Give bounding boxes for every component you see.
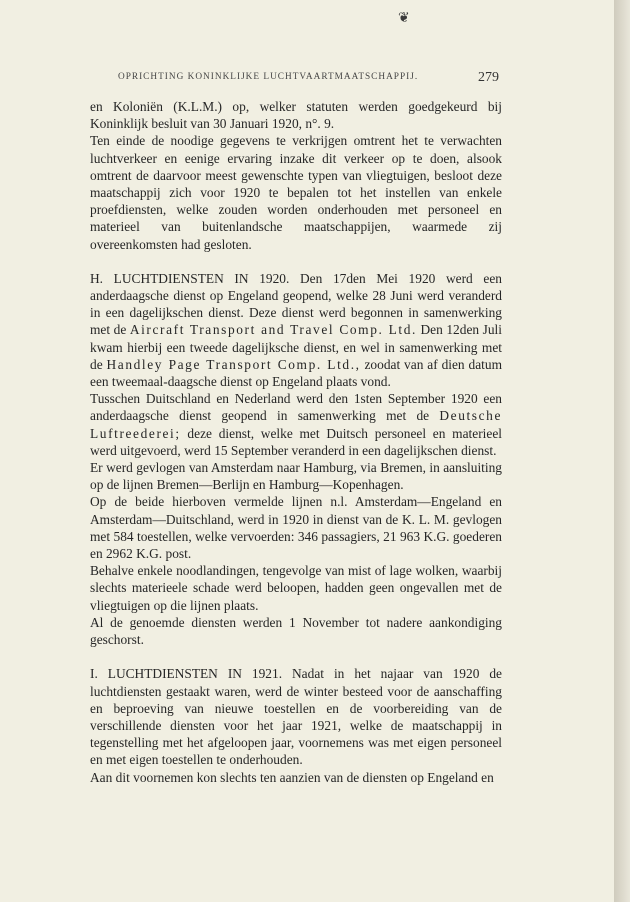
paragraph-text: Op de beide hierboven vermelde lijnen n.l. Amsterdam—Engeland en Amsterdam—Duitschland, werd in 1920 in dienst van de K. L. M. gevlogen met 584 toestellen, welke vervoerden: 346 passagiers, 21 963 K.G. goederen en 2962 K.G. post. bbox=[90, 494, 502, 562]
paragraph-final bbox=[90, 769, 502, 786]
paragraph-continuation bbox=[90, 98, 502, 132]
paragraph-route bbox=[90, 459, 502, 493]
page-number: 279 bbox=[478, 70, 499, 85]
paragraph-germany-service bbox=[90, 390, 502, 459]
paragraph-text: Den 12den Juli kwam hierbij een tweede dagelijksche dienst, en wel in samenwerking met de bbox=[90, 322, 502, 372]
body-text bbox=[90, 98, 502, 786]
paragraph-text: I. LUCHTDIENSTEN IN 1921. Nadat in het najaar van 1920 de luchtdiensten gestaakt waren, werd de winter besteed voor de aanschaffing en beproeving van nieuwe toestellen en de voorbereiding van de verschillende diensten voor het jaar 1921, welke de maatschappij in tegenstelling met het afgeloopen jaar, voornemens was met eigen personeel en met eigen toestellen te onderhouden. bbox=[90, 666, 502, 768]
paragraph-text: Tusschen Duitschland en Nederland werd den 1sten September 1920 een anderdaagsche dienst geopend in samenwerking met de bbox=[90, 391, 502, 424]
company-name-handley-page: Handley Page Transport Comp. Ltd., bbox=[106, 356, 361, 372]
running-header: OPRICHTING KONINKLIJKE LUCHTVAARTMAATSCHAPPIJ. bbox=[118, 72, 419, 82]
paragraph-test-services bbox=[90, 132, 502, 252]
paragraph-text: Aan dit voornemen kon slechts ten aanzien van de diensten op Engeland en bbox=[90, 769, 494, 785]
paragraph-text: Er werd gevlogen van Amsterdam naar Hamburg, via Bremen, in aansluiting op de lijnen Bremen—Berlijn en Hamburg—Kopenhagen. bbox=[90, 460, 502, 493]
company-name-aircraft-transport: Aircraft Transport and Travel Comp. Ltd. bbox=[129, 322, 417, 338]
paragraph-incidents bbox=[90, 562, 502, 614]
section-i-1921 bbox=[90, 665, 502, 768]
paragraph-text: Ten einde de noodige gegevens te verkrijgen omtrent het te verwachten luchtverkeer en eenige ervaring inzake dit verkeer op te doen, alsook omtrent de daarvoor meest gewenschte typen van vliegtuigen, besloot deze maatschappij zich voor 1920 te bepalen tot het instellen van enkele proefdiensten, welke zouden worden onderhouden met personeel en materieel van buitenlandsche maatschappijen, waarmede zij overeenkomsten had gesloten. bbox=[90, 133, 502, 252]
printer-ornament-icon: ❦ bbox=[398, 11, 410, 26]
company-name-deutsche-luftreederei: Deutsche Luftreederei; bbox=[90, 408, 502, 441]
paragraph-text: Al de genoemde diensten werden 1 November tot nadere aankondiging geschorst. bbox=[90, 614, 502, 648]
paragraph-statistics bbox=[90, 493, 502, 562]
paragraph-text: en Koloniën (K.L.M.) op, welker statuten werden goedgekeurd bij Koninklijk besluit van 30 Januari 1920, n°. 9. bbox=[90, 99, 502, 132]
paragraph-text: zoodat van af dien datum een tweemaal-daagsche dienst op Engeland plaats vond. bbox=[90, 356, 502, 390]
paragraph-text: deze dienst, welke met Duitsch personeel en materieel werd uitgevoerd, werd 15 September veranderd in een dagelijkschen dienst. bbox=[90, 425, 502, 458]
paragraph-suspension bbox=[90, 614, 502, 648]
paragraph-text: H. LUCHTDIENSTEN IN 1920. Den 17den Mei 1920 werd een anderdaagsche dienst op Engeland geopend, welke 28 Juni werd veranderd in een dagelijkschen dienst. Deze dienst werd begonnen in samenwerking met de bbox=[90, 270, 502, 338]
page-edge bbox=[614, 0, 630, 902]
section-h-1920 bbox=[90, 270, 502, 390]
paragraph-text: Behalve enkele noodlandingen, tengevolge van mist of lage wolken, waarbij slechts materieele schade werd beloopen, hadden geen ongevallen met de vliegtuigen op die lijnen plaats. bbox=[90, 563, 502, 613]
